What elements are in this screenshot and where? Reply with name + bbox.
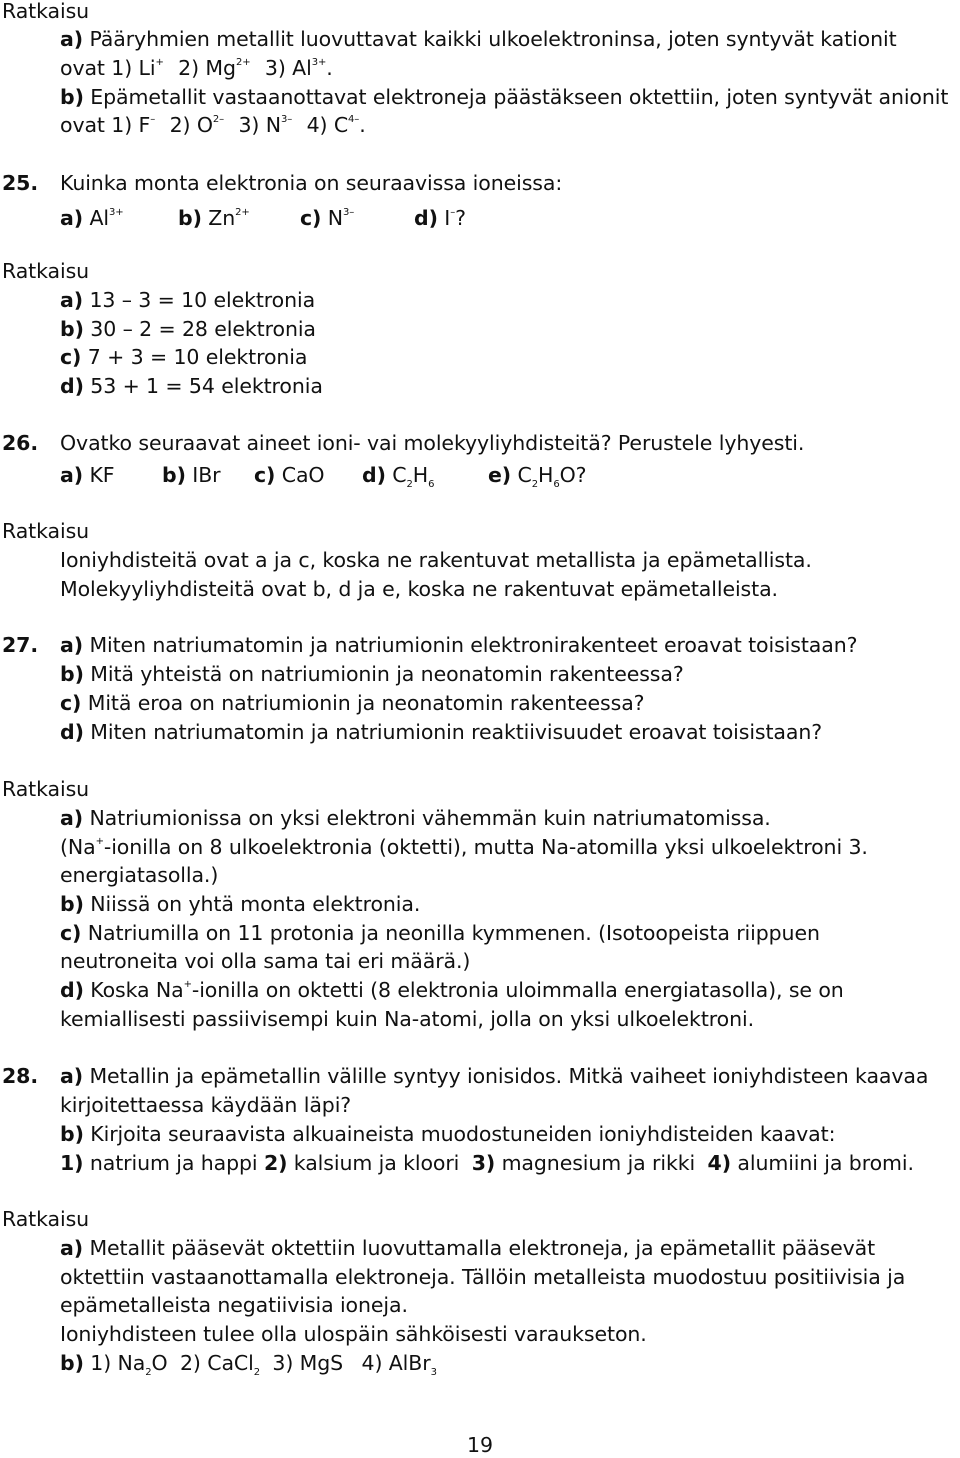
formula-text: 3) MgS: [272, 1351, 344, 1375]
ion-charge: 2+: [235, 207, 250, 218]
solution-line: [60, 84, 948, 110]
item-label: b): [60, 85, 84, 109]
item-label: 4): [707, 1151, 731, 1175]
element-pairs: [60, 1150, 914, 1176]
subscript: 6: [428, 479, 435, 490]
formula-text: 1) Na: [90, 1351, 146, 1375]
item-label: a): [60, 1064, 84, 1088]
ion-charge: 3–: [343, 207, 355, 218]
option-label: d): [362, 463, 386, 487]
item-label: 1): [60, 1151, 84, 1175]
question-number: 26.: [2, 431, 39, 455]
ion-text: 2) Mg: [178, 56, 236, 80]
item-text: 53 + 1 = 54 elektronia: [90, 374, 323, 398]
compound-text: H: [412, 463, 429, 487]
question-item: [60, 661, 684, 687]
item-text: 7 + 3 = 10 elektronia: [87, 345, 308, 369]
ion-charge: 3+: [311, 57, 327, 68]
formula-text: 2) CaCl: [179, 1351, 254, 1375]
solution-line: [60, 920, 820, 946]
item-text: Epämetallit vastaanottavat elektroneja päästäkseen oktettiin, joten syntyvät anionit: [90, 85, 949, 109]
item-text: 30 – 2 = 28 elektronia: [90, 317, 316, 341]
solution-line: [60, 26, 897, 52]
subscript: 3: [430, 1367, 437, 1378]
solution-heading: Ratkaisu: [2, 777, 90, 801]
subscript: 2: [253, 1367, 260, 1378]
ion-list: [60, 112, 366, 138]
solution-line: epämetalleista negatiivisia ioneja.: [60, 1293, 408, 1317]
compound-options: [60, 462, 586, 488]
item-label: a): [60, 27, 84, 51]
option-label: b): [162, 463, 186, 487]
item-text: -ionilla on oktetti (8 elektronia uloimmalla energiatasolla), se on: [191, 978, 844, 1002]
item-label: 2): [263, 1151, 288, 1175]
item-label: a): [60, 633, 84, 657]
item-text: 13 – 3 = 10 elektronia: [89, 288, 316, 312]
option-label: d): [414, 206, 438, 230]
option-label: c): [300, 206, 322, 230]
ion-text: 4) C: [306, 113, 349, 137]
compound-text: IBr: [192, 463, 221, 487]
compound-text: H: [537, 463, 554, 487]
item-label: d): [60, 978, 84, 1002]
compound-text: CaO: [281, 463, 325, 487]
item-label: c): [60, 345, 82, 369]
compound-text: C: [517, 463, 532, 487]
ion-charge: –: [450, 207, 456, 218]
solution-line: [60, 344, 307, 370]
option-label: c): [254, 463, 276, 487]
item-label: b): [60, 1122, 84, 1146]
item-label: b): [60, 892, 84, 916]
question-item: [60, 690, 644, 716]
ion-text: Zn: [208, 206, 236, 230]
ion-charge: 3+: [108, 207, 124, 218]
item-label: b): [60, 662, 84, 686]
item-text: Metallit pääsevät oktettiin luovuttamalla elektroneja, ja epämetallit pääsevät: [89, 1236, 876, 1260]
item-text: magnesium ja rikki: [501, 1151, 696, 1175]
item-label: a): [60, 806, 84, 830]
solution-line: Molekyyliyhdisteitä ovat b, d ja e, koska ne rakentuvat epämetalleista.: [60, 577, 778, 601]
option-label: b): [178, 206, 202, 230]
option-label: a): [60, 206, 84, 230]
item-text: Natriumilla on 11 protonia ja neonilla kymmenen. (Isotoopeista riippuen: [87, 921, 820, 945]
item-text: kalsium ja kloori: [293, 1151, 460, 1175]
item-label: d): [60, 720, 84, 744]
ion-list: [60, 55, 333, 81]
subscript: 2: [145, 1367, 152, 1378]
ion-charge: +: [183, 979, 192, 990]
ion-charge: 2+: [235, 57, 251, 68]
ion-text: ovat 1) Li: [60, 56, 156, 80]
item-text: Koska Na: [90, 978, 184, 1002]
question-number: 25.: [2, 171, 39, 195]
solution-line: Ioniyhdisteitä ovat a ja c, koska ne rakentuvat metallista ja epämetallista.: [60, 548, 812, 572]
compound-text: C: [392, 463, 407, 487]
solution-line: energiatasolla.): [60, 863, 219, 887]
ion-options: [60, 205, 466, 231]
item-text: Natriumionissa on yksi elektroni vähemmän kuin natriumatomissa.: [89, 806, 771, 830]
question-text: Ovatko seuraavat aineet ioni- vai molekyyliyhdisteitä? Perustele lyhyesti.: [60, 431, 805, 455]
subscript: 6: [553, 479, 560, 490]
solution-heading: Ratkaisu: [2, 259, 90, 283]
ion-text: Al: [89, 206, 109, 230]
ion-text: 3) Al: [264, 56, 312, 80]
ion-charge: 3–: [280, 114, 293, 125]
ion-text: ovat 1) F: [60, 113, 151, 137]
compound-text: O?: [559, 463, 587, 487]
solution-line: Ioniyhdisteen tulee olla ulospäin sähköisesti varaukseton.: [60, 1322, 647, 1346]
option-label: a): [60, 463, 84, 487]
question-item: [60, 1063, 928, 1089]
item-text: Pääryhmien metallit luovuttavat kaikki ulkoelektroninsa, joten syntyvät kationit: [89, 27, 897, 51]
item-label: c): [60, 921, 82, 945]
solution-line: kemiallisesti passiivisempi kuin Na-atomi, jolla on yksi ulkoelektroni.: [60, 1007, 754, 1031]
question-number: 27.: [2, 633, 39, 657]
question-text: Kuinka monta elektronia on seuraavissa ioneissa:: [60, 171, 563, 195]
question-item: [60, 632, 857, 658]
item-text: natrium ja happi: [89, 1151, 258, 1175]
compound-text: KF: [89, 463, 115, 487]
ion-text: 3) N: [238, 113, 281, 137]
solution-line: [60, 1235, 875, 1261]
item-text: Niissä on yhtä monta elektronia.: [90, 892, 421, 916]
solution-line: [60, 805, 771, 831]
page-number: 19: [466, 1433, 494, 1457]
solution-line: neutroneita voi olla sama tai eri määrä.): [60, 949, 471, 973]
punctuation: ?: [455, 206, 466, 230]
formula-list: [60, 1350, 437, 1376]
solution-line: [60, 287, 315, 313]
question-number: 28.: [2, 1064, 39, 1088]
solution-line: [60, 977, 844, 1003]
ion-charge: 2–: [212, 114, 225, 125]
subscript: 2: [531, 479, 538, 490]
item-label: b): [60, 1351, 84, 1375]
ion-text: I: [444, 206, 451, 230]
item-text: Mitä yhteistä on natriumionin ja neonatomin rakenteessa?: [90, 662, 684, 686]
ion-charge: –: [150, 114, 156, 125]
item-text: Miten natriumatomin ja natriumionin reaktiivisuudet eroavat toisistaan?: [90, 720, 823, 744]
ion-text: N: [327, 206, 343, 230]
item-label: 3): [471, 1151, 496, 1175]
solution-heading: Ratkaisu: [2, 519, 90, 543]
solution-heading: Ratkaisu: [2, 1207, 90, 1231]
item-label: b): [60, 317, 84, 341]
question-item: [60, 1121, 835, 1147]
solution-line: [60, 891, 420, 917]
item-text: Metallin ja epämetallin välille syntyy ionisidos. Mitkä vaiheet ioniyhdisteen kaavaa: [89, 1064, 929, 1088]
item-text: alumiini ja bromi.: [737, 1151, 914, 1175]
ion-charge: +: [155, 57, 164, 68]
item-label: d): [60, 374, 84, 398]
item-text: (Na: [60, 835, 96, 859]
punctuation: .: [326, 56, 333, 80]
item-label: a): [60, 1236, 84, 1260]
item-label: c): [60, 691, 82, 715]
ion-charge: +: [95, 836, 104, 847]
item-text: Miten natriumatomin ja natriumionin elektronirakenteet eroavat toisistaan?: [89, 633, 858, 657]
item-text: Mitä eroa on natriumionin ja neonatomin rakenteessa?: [87, 691, 645, 715]
item-text: Kirjoita seuraavista alkuaineista muodostuneiden ioniyhdisteiden kaavat:: [90, 1122, 836, 1146]
solution-line: [60, 316, 316, 342]
subscript: 2: [406, 479, 413, 490]
solution-line: [60, 373, 323, 399]
solution-heading: Ratkaisu: [2, 0, 90, 23]
item-text: -ionilla on 8 ulkoelektronia (oktetti), mutta Na-atomilla yksi ulkoelektroni 3.: [103, 835, 868, 859]
formula-text: 4) AlBr: [361, 1351, 431, 1375]
option-label: e): [488, 463, 512, 487]
question-item: kirjoitettaessa käydään läpi?: [60, 1093, 352, 1117]
formula-text: O: [151, 1351, 168, 1375]
solution-line: oktettiin vastaanottamalla elektroneja. Tällöin metalleista muodostuu positiivisia ja: [60, 1265, 906, 1289]
ion-charge: 4–: [348, 114, 360, 125]
solution-line: [60, 834, 868, 860]
question-item: [60, 719, 822, 745]
item-label: a): [60, 288, 84, 312]
ion-text: 2) O: [169, 113, 213, 137]
punctuation: .: [359, 113, 366, 137]
